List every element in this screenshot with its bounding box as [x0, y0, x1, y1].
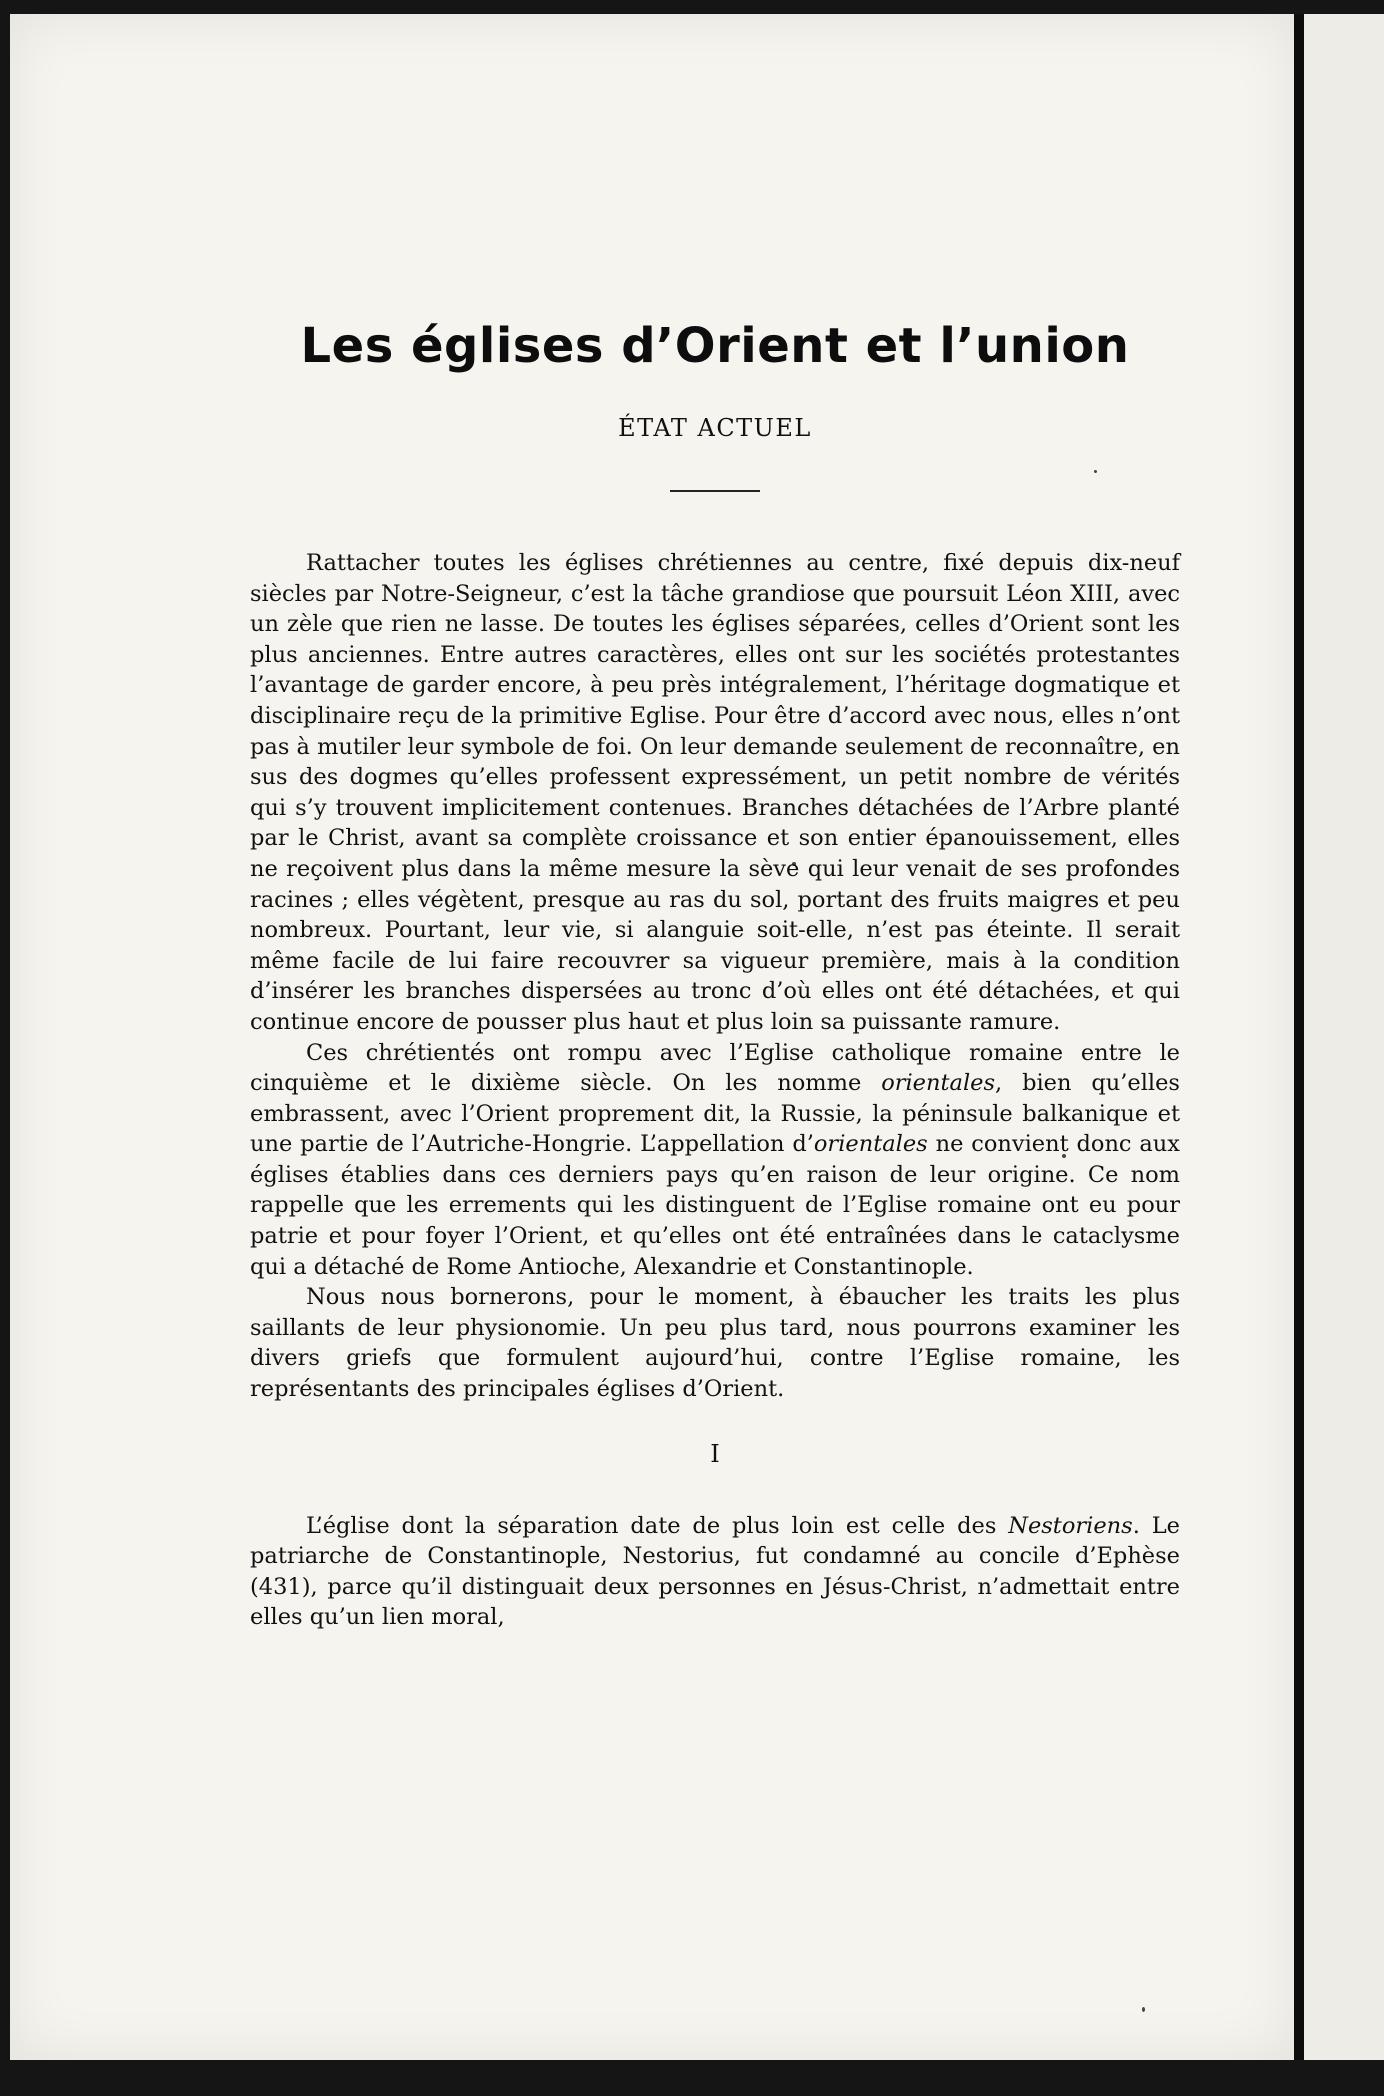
paragraph-2-text-b: , bien qu’elles embrassent, avec l’Orient proprement dit, la Russie, la péninsule balkanique et une partie de l’Autriche-Hongrie. L’appellation d’	[250, 1070, 1180, 1158]
paragraph-2-italic-b: orientales	[813, 1131, 928, 1158]
section-number: I	[710, 1439, 720, 1468]
paragraph-2-text-a: Ces chrétientés ont rompu avec l’Eglise catholique romaine entre le cinquième et le dixième siècle. On les nomme	[250, 1039, 1180, 1097]
paragraph-1: Rattacher toutes les églises chrétiennes au centre, fixé depuis dix-neuf siècles par Notre-Seigneur, c’est la tâche grandiose que poursuit Léon XIII, avec un zèle que rien ne lasse. De toutes les églises séparées, celles d’Orient sont les plus anciennes. Entre autres caractères, elles ont sur les sociétés protestantes l’avantage de garder encore, à peu près intégralement, l’héritage dogmatique et disciplinaire reçu de la primitive Eglise. Pour être d’accord avec nous, elles n’ont pas à mutiler leur symbole de foi. On leur demande seulement de reconnaître, en sus des dogmes qu’elles professent expressément, un petit nombre de vérités qui s’y trouvent implicitement contenues. Branches détachées de l’Arbre planté par le Christ, avant sa complète croissance et son entier épanouissement, elles ne reçoivent plus dans la même mesure la sève qui leur venait de ses profondes racines ; elles végètent, presque au ras du sol, portant des fruits maigres et peu nombreux. Pourtant, leur vie, si alanguie soit-elle, n’est pas éteinte. Il serait même facile de lui faire recouvrer sa vigueur première, mais à la condition d’insérer les branches dispersées au tronc d’où elles ont été détachées, et qui continue encore de pousser plus haut et plus loin sa puissante ramure.	[250, 550, 1180, 1035]
next-page-edge	[1304, 14, 1384, 2060]
section-paragraph-text-a: L’église dont la séparation date de plus loin est celle des	[306, 1512, 1009, 1539]
section-paragraph-italic: Nestoriens	[1008, 1512, 1133, 1539]
article-subtitle: ÉTAT ACTUEL	[618, 414, 812, 442]
paragraph-3: Nous nous bornerons, pour le moment, à ébaucher les traits les plus saillants de leur physionomie. Un peu plus tard, nous pourrons examiner les divers griefs que formulent aujourd’hui, contre l’Eglise romaine, les représentants des principales églises d’Orient.	[250, 1284, 1180, 1403]
article-title: Les églises d’Orient et l’union	[300, 318, 1130, 374]
ink-speck	[1142, 2007, 1145, 2012]
paragraph-2-italic-a: orientales	[881, 1070, 996, 1097]
section-paragraph	[250, 1511, 1180, 1633]
page-gutter	[1294, 14, 1304, 2060]
section-paragraph-text-b: . Le patriarche de Constantinople, Nestorius, fut condamné au concile d’Ephèse (431), parce qu’il distinguait deux personnes en Jésus-Christ, n’admettait entre elles qu’un lien moral,	[250, 1512, 1180, 1631]
paragraph-2	[250, 1038, 1180, 1283]
article	[250, 318, 1180, 1633]
title-ornament-rule	[670, 490, 760, 492]
paragraph-2-text-c: ne convient donc aux églises établies dans ces derniers pays qu’en raison de leur origine. Ce nom rappelle que les errements qui les distinguent de l’Eglise romaine ont eu pour patrie et pour foyer l’Orient, et qu’elles ont été entraînées dans le cataclysme qui a détaché de Rome Antioche, Alexandrie et Constantinople.	[250, 1131, 1180, 1280]
